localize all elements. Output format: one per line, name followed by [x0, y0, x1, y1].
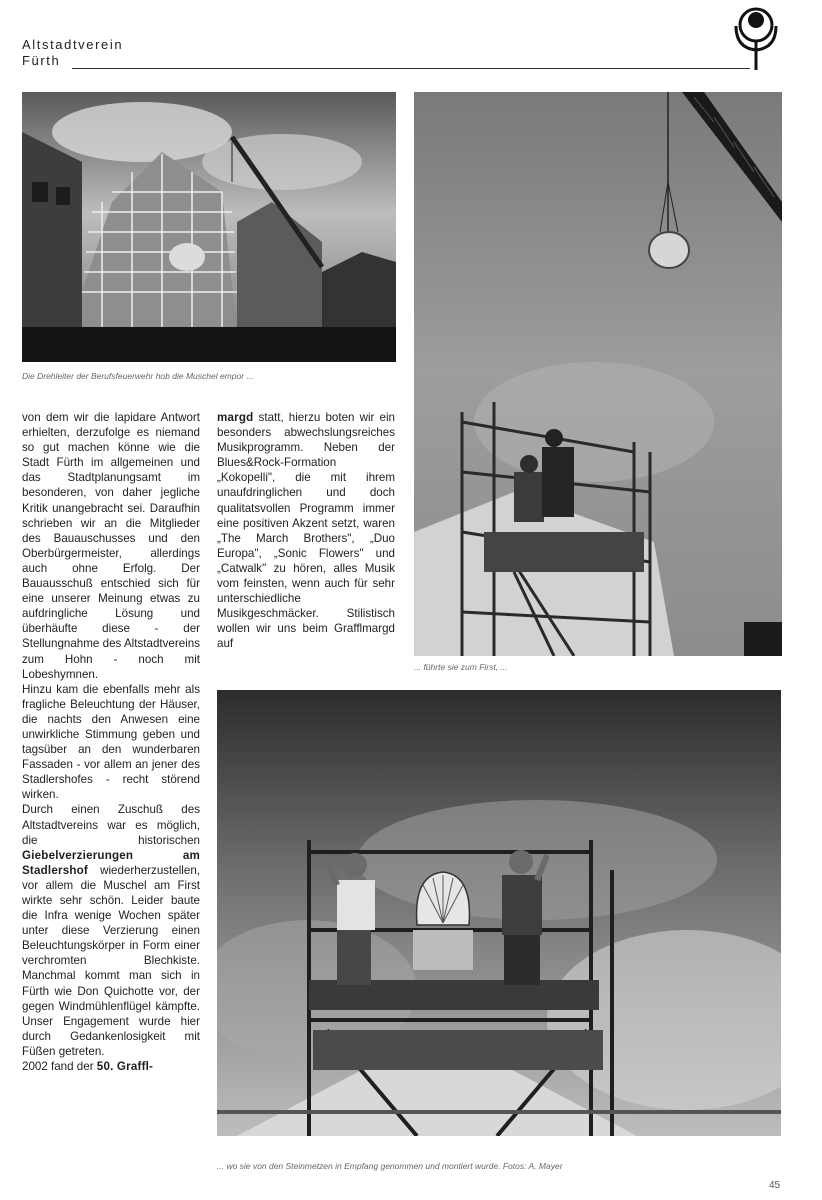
photo-shell-installed	[217, 690, 781, 1136]
paragraph-grafflmargd-start	[22, 1059, 200, 1074]
text-span: Durch einen Zuschuß des Altstadtvereins war es möglich, die historischen	[22, 803, 200, 847]
altstadtverein-logo-icon	[730, 6, 782, 70]
article-column-middle	[217, 410, 395, 652]
caption-photo1: Die Drehleiter der Berufsfeuerwehr hob die Muschel empor ...	[22, 371, 254, 381]
org-name-line2: Fürth	[22, 53, 61, 68]
page-number: 45	[769, 1180, 781, 1191]
paragraph-critique: von dem wir die lapidare Antwort erhielten, derzufolge es niemand so gut machen könne wie die Stadt Fürth im allgemeinen und das Stadtplanungsamt im besonderen, von daher jegliche Kritik unangebracht sei. Daraufhin schrieben wir an die Mitglieder des Bauauschusses und den Oberbürgermeister, allerdings auch ohne Erfolg. Der Bauausschuß entschied sich für eine unserer Meinung etwas zu aufdringliche Lösung und überhäufte diese - der Stellungnahme des Altstadtvereins zum Hohn - noch mit Lobeshymnen.	[22, 411, 200, 681]
highlight-margd: margd	[217, 411, 254, 424]
highlight-gable-decoration: Giebelverzierungen am Stadlershof	[22, 848, 200, 877]
text-span: 2002 fand der	[22, 1060, 94, 1074]
paragraph-gable-decoration	[22, 802, 200, 1059]
photo-shell-lifted	[414, 92, 782, 656]
org-name-line1: Altstadtverein	[22, 37, 124, 52]
photo-building-facade	[22, 92, 396, 362]
caption-photo2: ... führte sie zum First, ...	[414, 662, 508, 672]
paragraph-lighting: Hinzu kam die ebenfalls mehr als fragliche Beleuchtung der Häuser, die nachts den Anwesen eine unwirkliche Stimmung geben und tagsüber an den wunderbaren Fassaden - vor allem an jener des Stadlershofes - recht störend wirken.	[22, 682, 200, 802]
article-column-left	[22, 410, 200, 1074]
text-span: statt, hierzu boten wir ein besonders abwechslungsreiches Musikprogramm. Neben der Blues&Rock-Formation „Kokopelli", die mit ihrem unaufdringlichen und doch qualitatsvollen Programm immer eine positiven Akzent setzt, waren „The March Brothers", „Duo Europa", „Sonic Flowers" und „Catwalk" zu hören, alles Musik vom feinsten, wenn auch für sehr unterschiedliche Musikgeschmäcker. Stilistisch wollen wir uns beim Grafflmargd auf	[217, 411, 395, 651]
header-rule	[72, 68, 750, 69]
caption-photo3: ... wo sie von den Steinmetzen in Empfang genommen und montiert wurde. Fotos: A. Mayer	[217, 1161, 563, 1171]
paragraph-music-program	[217, 410, 395, 652]
highlight-grafflmargd: 50. Graffl-	[96, 1060, 154, 1074]
text-span: wiederherzustellen, vor allem die Muschel am First wirkte sehr schön. Leider baute die Infra wenige Wochen später unter diese Verzierung einen Beleuchtungskörper in Form einer verchromten Blechkiste. Manchmal kommt man sich in Fürth wie Don Quichotte vor, der gegen Windmühlenflügel kämpfte. Unser Engagement wurde hier durch Gedankenlosigkeit mit Füßen getreten.	[22, 863, 200, 1058]
